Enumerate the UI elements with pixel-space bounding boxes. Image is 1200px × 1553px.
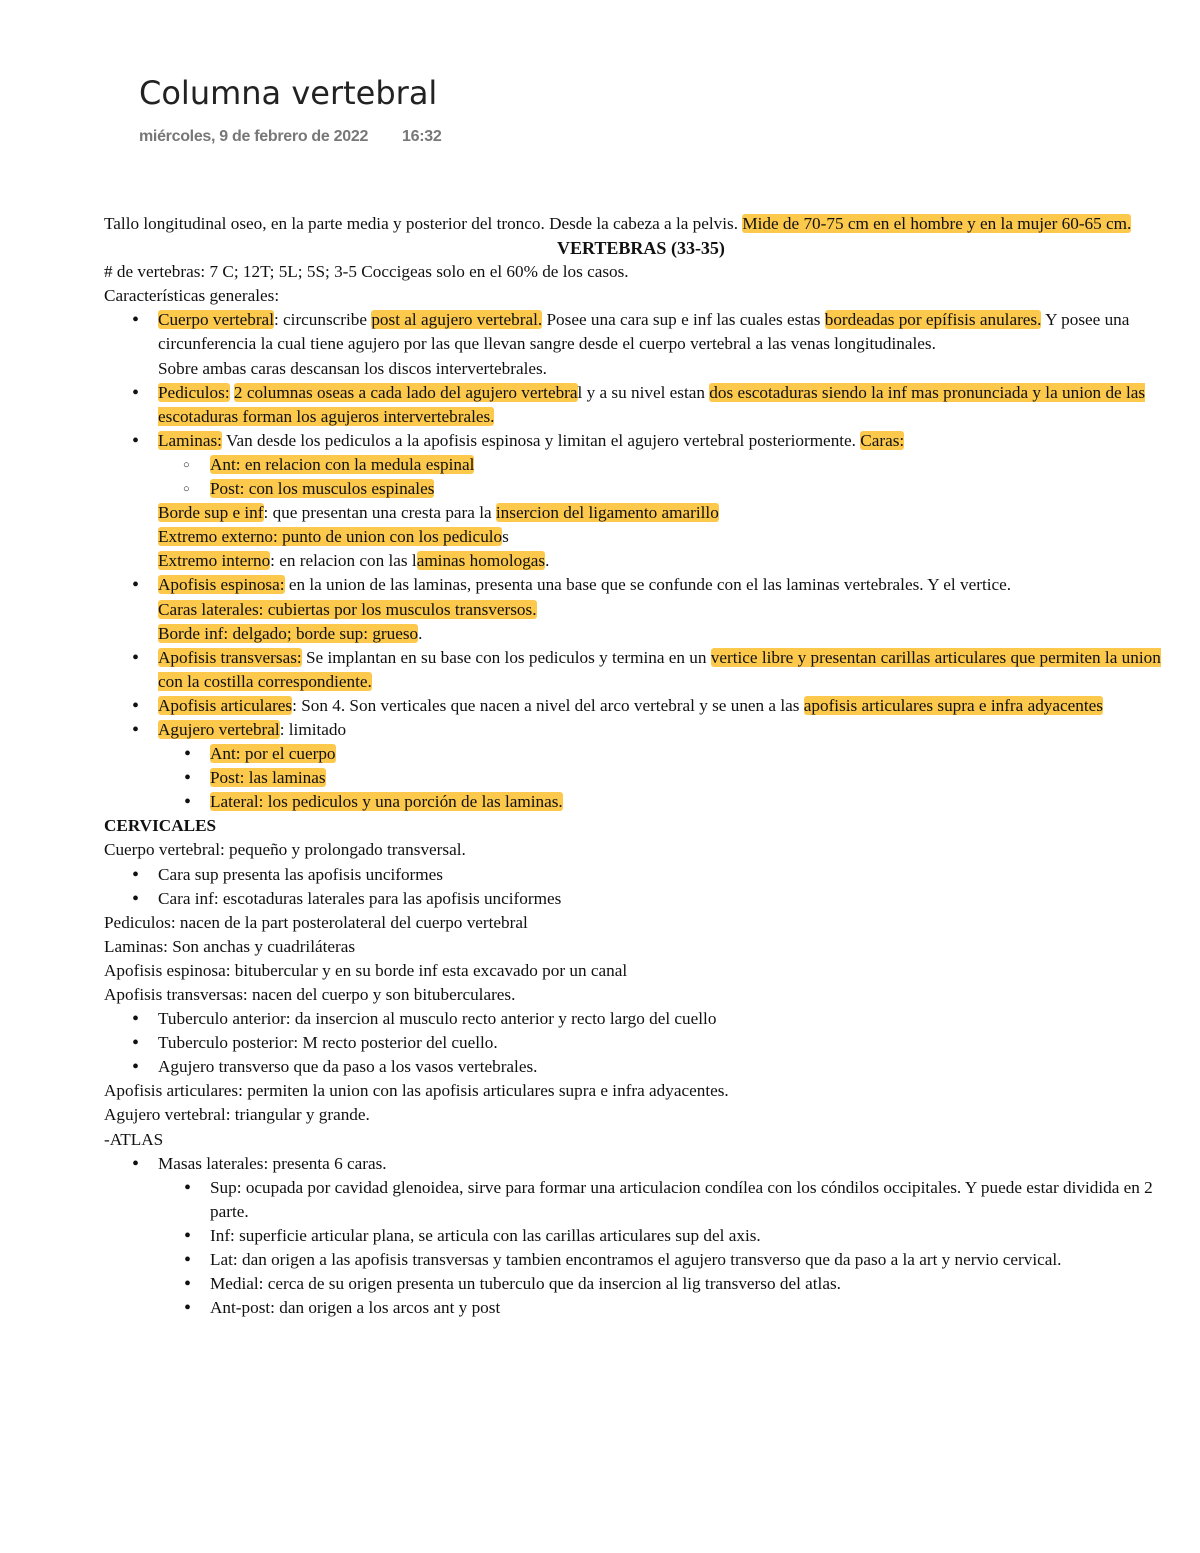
list-item: • Lat: dan origen a las apofisis transversas y tambien encontramos el agujero transverso que da paso a la art y nervio cervical. (210, 1248, 1178, 1272)
list-item: • Cara inf: escotaduras laterales para las apofisis unciformes (158, 887, 1178, 911)
sub-list (158, 453, 1178, 501)
list-item: • Apofisis espinosa: en la union de las laminas, presenta una base que se confunde con el las laminas vertebrales. Y el vertice. Caras laterales: cubiertas por los musculos transversos. Borde inf: delgado; borde sup: grueso. (158, 573, 1178, 645)
cervical-espinosa: Apofisis espinosa: bitubercular y en su borde inf esta excavado por un canal (104, 960, 628, 980)
cervical-transversas: Apofisis transversas: nacen del cuerpo y son bituberculares. (104, 985, 516, 1004)
list-item: • Pediculos: 2 columnas oseas a cada lado del agujero vertebral y a su nivel estan dos escotaduras siendo la inf mas pronunciada y la union de las escotaduras forman los agujeros intervertebrales. (158, 381, 1178, 429)
list-item: ○ Post: con los musculos espinales (210, 477, 1178, 501)
list-item: • Inf: superficie articular plana, se articula con las carillas articulares sup del axis. (210, 1224, 1178, 1248)
list-item: • Medial: cerca de su origen presenta un tuberculo que da insercion al lig transverso del atlas. (210, 1272, 1178, 1296)
list-item: • Agujero vertebral: limitado • Ant: por el cuerpo • Post: las laminas • Lateral: los pediculos y una porción de las laminas. (158, 718, 1178, 814)
page-title[interactable]: Columna vertebral (139, 74, 438, 112)
list-item: • Laminas: Van desde los pediculos a la apofisis espinosa y limitan el agujero vertebral posteriormente. Caras: ○ Ant: en relacion con la medula espinal ○ Post: con los musculos espinales Borde sup e inf: que presentan una cresta para la insercion del ligamento amarillo Extremo externo: punto de union con los pediculos Extremo interno: en relacion con las laminas homologas. (158, 429, 1178, 574)
list-item: • Agujero transverso que da paso a los vasos vertebrales. (158, 1055, 1178, 1079)
cervical-agujero: Agujero vertebral: triangular y grande. (104, 1105, 370, 1125)
note-body[interactable] (104, 212, 1178, 1320)
general-features-label: Características generales: (104, 286, 280, 306)
atlas-heading: -ATLAS (104, 1129, 164, 1149)
cervical-articulares: Apofisis articulares: permiten la union con las apofisis articulares supra e infra adyacentes. (104, 1081, 729, 1101)
intro-paragraph: Tallo longitudinal oseo, en la parte media y posterior del tronco. Desde la cabeza a la pelvis. Mide de 70-75 cm en el hombre y en la mujer 60-65 cm. (104, 214, 1132, 233)
list-item: • Apofisis articulares: Son 4. Son verticales que nacen a nivel del arco vertebral y se unen a las apofisis articulares supra e infra adyacentes (158, 694, 1178, 718)
cervical-laminas: Laminas: Son anchas y cuadriláteras (104, 936, 356, 956)
sub-list (158, 742, 1178, 814)
list-item: • Apofisis transversas: Se implantan en su base con los pediculos y termina en un vertice libre y presentan carillas articulares que permiten la union con la costilla correspondiente. (158, 646, 1178, 694)
sub-list (158, 1176, 1178, 1321)
highlight: Mide de 70-75 cm en el hombre y en la mujer 60-65 cm. (742, 214, 1132, 233)
vertebra-count: # de vertebras: 7 C; 12T; 5L; 5S; 3-5 Coccigeas solo en el 60% de los casos. (104, 262, 629, 282)
list-item: • Masas laterales: presenta 6 caras. • Sup: ocupada por cavidad glenoidea, sirve para formar una articulacion condílea con los cóndilos occipitales. Y puede estar dividida en 2 parte. • Inf: superficie articular plana, se articula con las carillas articulares sup del axis. • Lat: dan origen a las apofisis transversas y tambien encontramos el agujero transverso que da paso a la art y nervio cervical. • Medial: cerca de su origen presenta un tuberculo que da insercion al lig transverso del atlas. • Ant-post: dan origen a los arcos ant y post (158, 1152, 1178, 1321)
cervical-body-list (104, 863, 1178, 911)
page-date: miércoles, 9 de febrero de 2022 (139, 128, 369, 145)
cervical-transversas-list (104, 1007, 1178, 1079)
page-time: 16:32 (402, 128, 442, 145)
list-item: • Post: las laminas (210, 766, 1178, 790)
list-item: • Tuberculo posterior: M recto posterior del cuello. (158, 1031, 1178, 1055)
general-features-list (104, 308, 1178, 814)
list-item: • Cara sup presenta las apofisis unciformes (158, 863, 1178, 887)
section-heading-cervicales: CERVICALES (104, 816, 217, 836)
list-item: • Ant-post: dan origen a los arcos ant y post (210, 1296, 1178, 1320)
cervical-pediculos: Pediculos: nacen de la part posterolateral del cuerpo vertebral (104, 912, 528, 932)
list-item: • Cuerpo vertebral: circunscribe post al agujero vertebral. Posee una cara sup e inf las cuales estas bordeadas por epífisis anulares. Y posee una circunferencia la cual tiene agujero por las que llevan sangre desde el cuerpo vertebral a las venas longitudinales. Sobre ambas caras descansan los discos intervertebrales. (158, 308, 1178, 380)
cervical-body: Cuerpo vertebral: pequeño y prolongado transversal. (104, 840, 466, 860)
list-item: • Tuberculo anterior: da insercion al musculo recto anterior y recto largo del cuello (158, 1007, 1178, 1031)
list-item: • Ant: por el cuerpo (210, 742, 1178, 766)
atlas-list (104, 1152, 1178, 1321)
page-timestamp (139, 128, 441, 146)
list-item: • Lateral: los pediculos y una porción de las laminas. (210, 790, 1178, 814)
section-heading-vertebras: VERTEBRAS (33-35) (557, 238, 725, 259)
list-item: • Sup: ocupada por cavidad glenoidea, sirve para formar una articulacion condílea con los cóndilos occipitales. Y puede estar dividida en 2 parte. (210, 1176, 1178, 1224)
list-item: ○ Ant: en relacion con la medula espinal (210, 453, 1178, 477)
